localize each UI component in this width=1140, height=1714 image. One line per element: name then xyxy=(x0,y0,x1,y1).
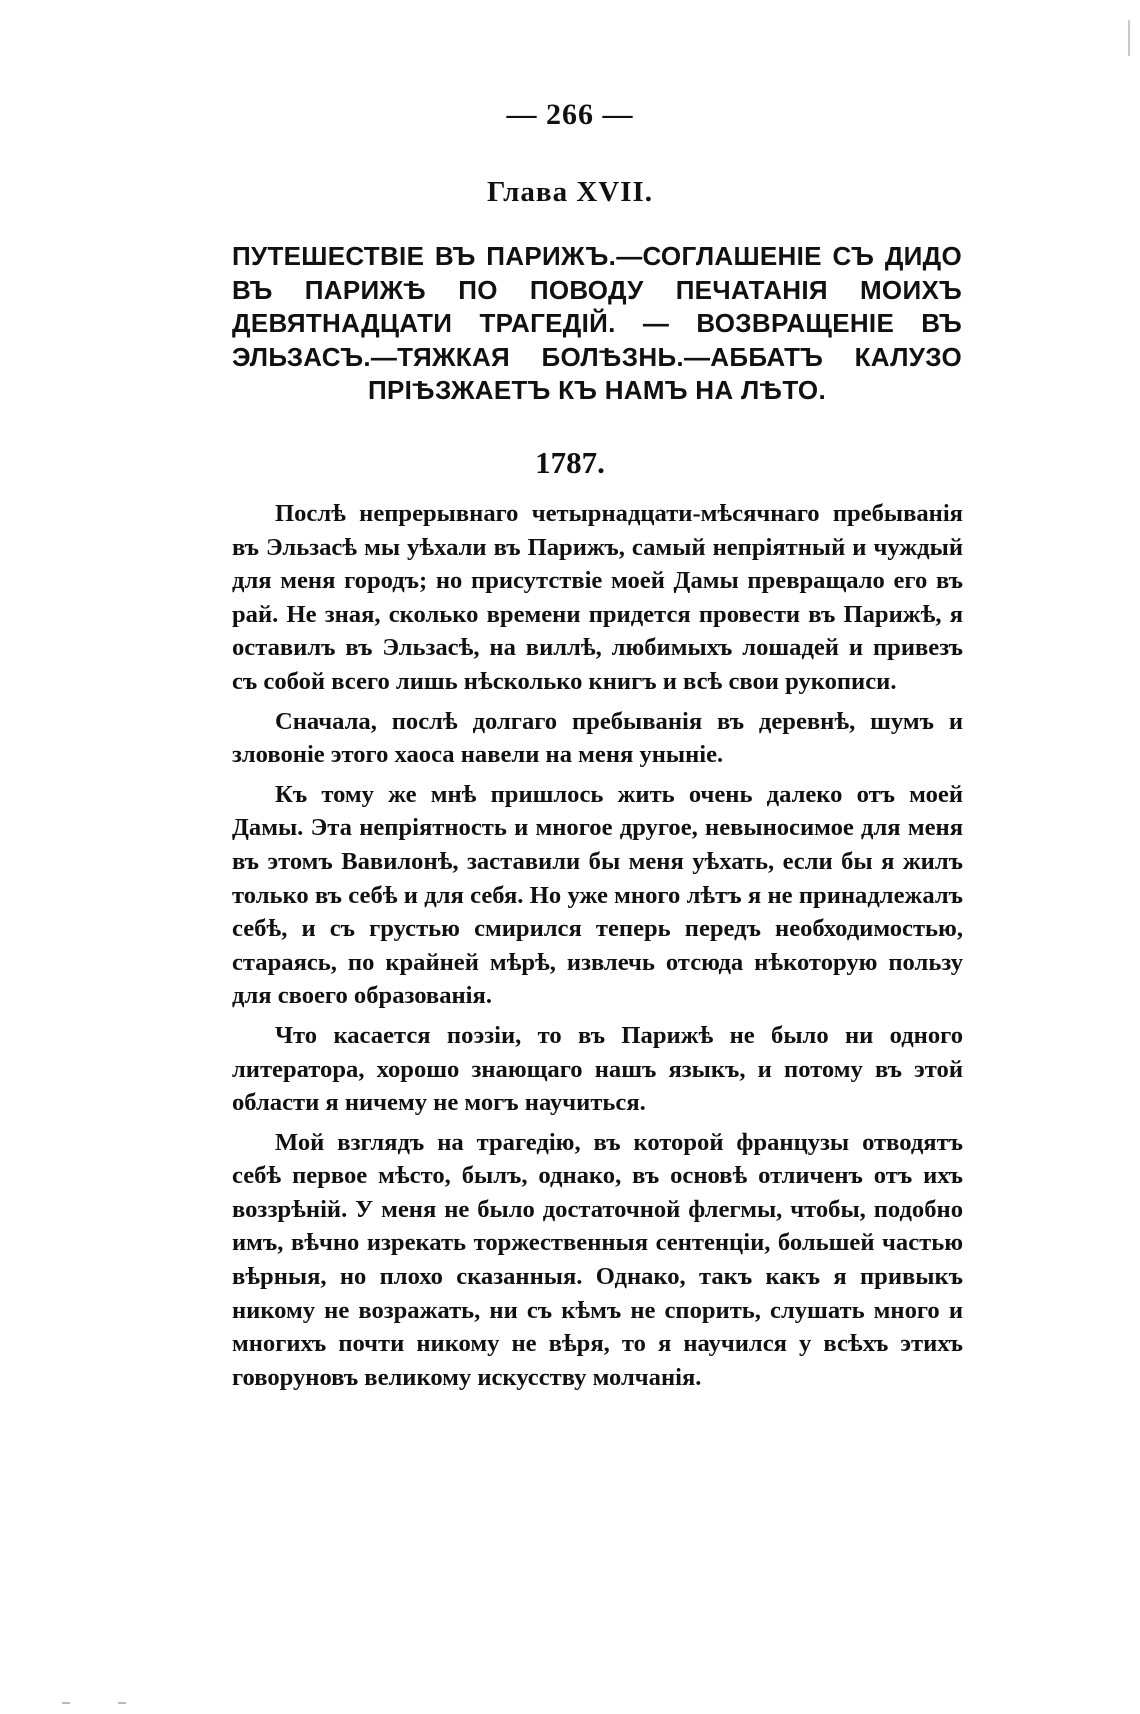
paragraph: Къ тому же мнѣ пришлось жить очень далеко отъ моей Дамы. Эта непріятность и многое другое, невыносимое для меня въ этомъ Вавилонѣ, заставили бы меня уѣхать, если бы я жилъ только въ себѣ и для себя. Но уже много лѣтъ я не принадлежалъ себѣ, и съ грустью смирился теперь передъ необходимостью, стараясь, по крайней мѣрѣ, извлечь отсюда нѣкоторую пользу для своего образованія. xyxy=(232,780,963,1010)
page-number: — 266 — xyxy=(506,98,634,131)
scan-edge-mark xyxy=(1128,20,1130,56)
body-text xyxy=(232,497,963,1400)
paragraph: Послѣ непрерывнаго четырнадцати-мѣсячнаго пребыванія въ Эльзасѣ мы уѣхали въ Парижъ, самый непріятный и чуждый для меня городъ; но присутствіе моей Дамы превращало его въ рай. Не зная, сколько времени придется провести въ Парижѣ, я оставилъ въ Эльзасѣ, на виллѣ, любимыхъ лошадей и привезъ съ собой всего лишь нѣсколько книгъ и всѣ свои рукописи. xyxy=(232,500,963,695)
scan-dash-mark xyxy=(118,1702,126,1704)
paragraph: Мой взглядъ на трагедію, въ которой французы отводятъ себѣ первое мѣсто, былъ, однако, въ основѣ отличенъ отъ ихъ воззрѣній. У меня не было достаточной флегмы, чтобы, подобно имъ, вѣчно изрекать торжественныя сентенціи, большей частью вѣрныя, но плохо сказанныя. Однако, такъ какъ я привыкъ никому не возражать, ни съ кѣмъ не спорить, слушать много и многихъ почти никому не вѣря, то я научился у всѣхъ этихъ говоруновъ великому искусству молчанія. xyxy=(232,1128,963,1391)
paragraph: Что касается поэзіи, то въ Парижѣ не было ни одного литератора, хорошо знающаго нашъ языкъ, и потому въ этой области я ничему не могъ научиться. xyxy=(232,1021,963,1117)
chapter-title: ПУТЕШЕСТВІЕ ВЪ ПАРИЖЪ.—СОГЛАШЕНІЕ СЪ ДИДО ВЪ ПАРИЖѢ ПО ПОВОДУ ПЕЧАТАНІЯ МОИХЪ ДЕВЯТНАДЦАТИ ТРАГЕДІЙ. — ВОЗВРАЩЕНІЕ ВЪ ЭЛЬЗАСЪ.—ТЯЖКАЯ БОЛѢЗНЬ.—АББАТЪ КАЛУЗО ПРІѢЗЖАЕТЪ КЪ НАМЪ НА ЛѢТО. xyxy=(232,241,962,405)
paragraph: Сначала, послѣ долгаго пребыванія въ деревнѣ, шумъ и зловоніе этого хаоса навели на меня уныніе. xyxy=(232,707,963,769)
scan-dash-mark xyxy=(62,1702,70,1704)
year-heading: 1787. xyxy=(535,445,605,480)
chapter-label: Глава XVII. xyxy=(486,176,654,208)
